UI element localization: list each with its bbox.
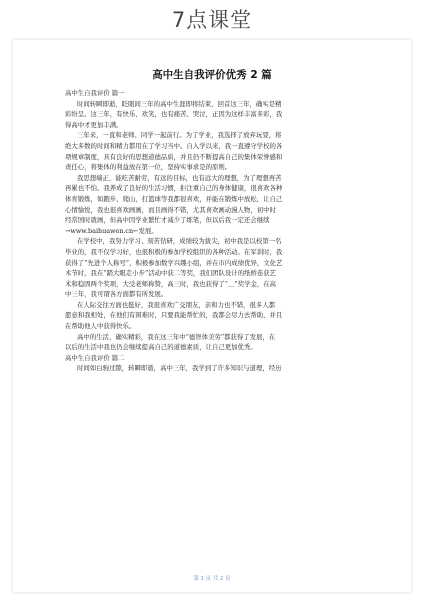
paragraph-line: 毕业的，我不仅学习好，也很积极的参加学校组织的各种活动。在军训时，我 (65, 247, 283, 256)
paragraph (65, 236, 367, 300)
section-heading: 高中生自我评价 篇二 (65, 353, 125, 362)
paragraph-line: 获得了“先进个人称号”，积极参加数学兴趣小组，并在市内成绩优异，文化艺 (65, 258, 283, 267)
paragraph-line: 责任心，将集体的利益放在第一位，坚持实事求是的原则。 (65, 163, 232, 172)
paragraph-line: 心情愉悦，我也很喜欢画画，而且画得不错，尤其喜欢画动漫人物，初中时 (65, 205, 276, 214)
paragraph-line: 在人际交往方面也挺好，我很喜欢广交朋友，亲和力也不错，很多人都 (77, 300, 276, 309)
paragraph-line: 术和稳固两个奖项，大受老师称赞，高三时，我也获得了“＿”奖学金，在高 (65, 279, 277, 288)
paragraph-line: 三年来，一直和老师、同学一起前行。为了学业，我选择了放弃玩耍，将 (77, 131, 282, 140)
paragraph-line: 体育锻炼，如跑步、爬山，打篮球等我都很喜欢，并能在锻炼中放松，让自己 (65, 194, 283, 203)
paragraph (65, 99, 367, 131)
paragraph-line: 愿意和我相处，在他们有困难时，只要我能帮忙的，我都会尽力去帮助，并且 (65, 311, 283, 320)
paragraph-line: 彩纷呈。这三年，有快乐、欢笑，也有痛苦、哭泣，正因为这样丰富多彩，我 (65, 110, 283, 119)
paragraph-line: 以后的生活中我也仍会继续提高自己的道德素质，让自己更加优秀。 (65, 343, 257, 352)
paragraph-line: 时间转瞬即逝，眨眼间三年的高中生涯即将结束，回首这三年，确实是精 (77, 99, 282, 108)
document-body (65, 88, 367, 374)
paragraph-line: 再累也不怕。我养成了良好的生活习惯，拒注重自己的身体健康，很喜欢各种 (65, 184, 283, 193)
paragraph-line: →www.baihuawen.cn←发展。 (65, 226, 158, 235)
paragraph-line: 项规章制度，具有良好的思想道德品质，并且仍不断提高自己的集体荣誉感和 (65, 152, 283, 161)
paragraph-line: 在帮助他人中获得快乐。 (65, 322, 136, 331)
document-title: 高中生自我评价优秀 2 篇 (152, 69, 272, 81)
paragraph-line: 我思想端正，能吃苦耐劳，有远的目标，也有远大的理想，为了理想再苦 (77, 173, 282, 182)
paragraph (65, 130, 367, 172)
document-page (13, 40, 411, 592)
site-header-title: 7点课堂 (171, 8, 253, 32)
paragraph-line: 中三年，我可谓各方面都有所发展。 (65, 290, 168, 299)
section-heading: 高中生自我评价 篇一 (65, 89, 125, 97)
paragraph-line: 高中的生活，确实精彩，我在这三年中“德智体美劳”都获得了发展，在 (77, 332, 276, 341)
paragraph-line: 术节时，我在“踏大眼走小步”活动中获二等奖，我们团队设计的纸桥连获艺 (65, 269, 277, 278)
paragraph-line: 得高中才更加丰满。 (65, 120, 123, 129)
paragraph-line: 时间如白驹过隙，转瞬即逝，高中三年，我学到了许多知识与道理，经历 (77, 364, 282, 373)
paragraph-line: 经常国时就画，但高中因学业繁忙才减少了练笔，但以后我一定还会继续 (65, 216, 270, 225)
page-footer: 第 1 页 共 2 页 (193, 576, 231, 582)
paragraph-line: 绝大多数的时间和精力都用在了学习当中。自入学以来，我一直遵守学校的各 (65, 141, 283, 150)
paragraph (65, 363, 367, 374)
paragraph (65, 173, 367, 237)
paragraph (65, 332, 367, 353)
paragraph-line: 在学校中，我努力学习、刻苦钻研，成绩较为拔尖，初中我是以校第一名 (77, 237, 282, 246)
paragraph (65, 300, 367, 332)
